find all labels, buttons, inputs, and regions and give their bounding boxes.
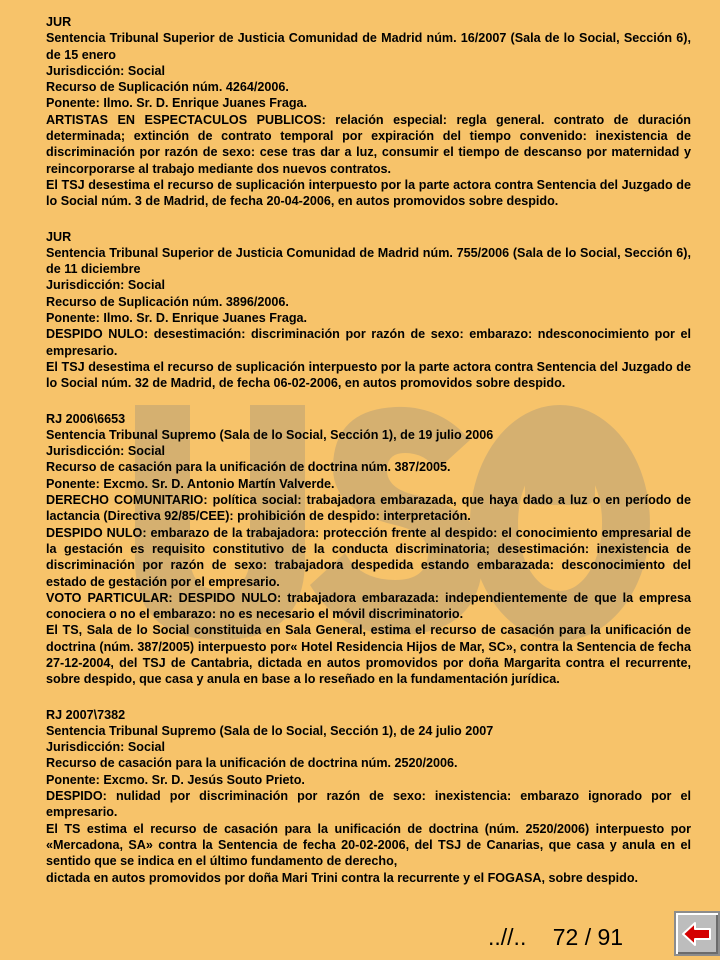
case-court-title: Sentencia Tribunal Supremo (Sala de lo Social, Sección 1), de 24 julio 2007 [46,723,494,738]
case-entry-2 [46,229,691,392]
case-judge: Ponente: Excmo. Sr. D. Jesús Souto Prieto. [46,772,305,787]
case-ruling: El TSJ desestima el recurso de suplicación interpuesto por la parte actora contra Sentencia del Juzgado de lo Social núm. 3 de Madrid, de fecha 20-04-2006, en autos promovidos sobre despido. [46,177,691,209]
case-jurisdiction: Jurisdicción: Social [46,278,165,293]
case-ruling: El TS estima el recurso de casación para la unificación de doctrina (núm. 2520/2006) interpuesto por «Mercadona, SA» contra la Sentencia de fecha 20-02-2006, del TSJ de Canarias, que casa y anula en el sentido que se indica en el último fundamento de derecho, [46,821,691,869]
case-court-title: Sentencia Tribunal Supremo (Sala de lo Social, Sección 1), de 19 julio 2006 [46,427,494,442]
back-arrow-icon [681,920,713,948]
case-entry-4 [46,707,691,886]
total-page-count: 91 [597,924,624,950]
document-body [46,14,691,886]
case-summary: DESPIDO: nulidad por discriminación por razón de sexo: inexistencia: embarazo ignorado por el empresario. [46,789,691,820]
case-ruling-continued: dictada en autos promovidos por doña Mari Trini contra la recurrente y el FOGASA, sobre despido. [46,870,639,885]
case-type: JUR [46,15,72,29]
current-page-number: 72 [552,924,579,950]
case-ruling: El TSJ desestima el recurso de suplicación interpuesto por la parte actora contra Sentencia del Juzgado de lo Social núm. 32 de Madrid, de fecha 06-02-2006, en autos promovidos sobre despido. [46,359,691,391]
case-court-title: Sentencia Tribunal Superior de Justicia Comunidad de Madrid núm. 755/2006 (Sala de lo Social, Sección 6), de 11 diciembre [46,245,691,277]
case-type: RJ 2007\7382 [46,707,126,722]
case-jurisdiction: Jurisdicción: Social [46,740,165,755]
case-summary: DESPIDO NULO: desestimación: discriminación por razón de sexo: embarazo: ndesconocimiento por el empresario. [46,327,691,358]
case-summary: ARTISTAS EN ESPECTACULOS PUBLICOS: relación especial: regla general. contrato de duración determinada; extinción de contrato temporal por expiración del tiempo convenido: inexistencia de discriminación por razón de sexo: cese tras dar a luz, consumir el tiempo de descanso por maternidad y reincorporarse al trabajo mediante dos nuevos contratos. [46,112,691,176]
case-type: RJ 2006\6653 [46,411,126,426]
case-jurisdiction: Jurisdicción: Social [46,444,165,459]
case-ruling: El TS, Sala de lo Social constituida en Sala General, estima el recurso de casación para la unificación de doctrina (núm. 387/2005) interpuesto por« Hotel Residencia Hijos de Mar, SC», contra la Sentencia de fecha 27-12-2004, del TSJ de Cantabria, dictada en autos promovidos por doña Margarita contra el recurrente, sobre despido, que casa y anula en base a lo reseñado en la fundamentación jurídica. [46,623,691,687]
case-judge: Ponente: Ilmo. Sr. D. Enrique Juanes Fraga. [46,311,308,326]
case-jurisdiction: Jurisdicción: Social [46,63,165,78]
case-entry-3 [46,411,691,688]
continuation-marker: ..//.. [488,924,527,950]
case-appeal-number: Recurso de casación para la unificación de doctrina núm. 387/2005. [46,460,451,475]
case-summary: DERECHO COMUNITARIO: política social: trabajadora embarazada, que haya dado a luz o en período de lactancia (Directiva 92/85/CEE): prohibición de despido: interpretación. [46,493,691,524]
case-summary-secondary: DESPIDO NULO: embarazo de la trabajadora: protección frente al despido: el conocimiento empresarial de la gestación es requisito constitutivo de la conducta discriminatoria; desestimación: inexistencia de discriminación por razón de sexo: trabajadora despedida estando embarazada: desconocimiento del estado de gestación por el empresario. [46,525,691,589]
case-appeal-number: Recurso de Suplicación núm. 4264/2006. [46,80,289,95]
case-entry-1 [46,14,691,210]
case-judge: Ponente: Excmo. Sr. D. Antonio Martín Valverde. [46,476,335,491]
page-separator: / [584,924,592,950]
case-judge: Ponente: Ilmo. Sr. D. Enrique Juanes Fraga. [46,96,308,111]
case-court-title: Sentencia Tribunal Superior de Justicia Comunidad de Madrid núm. 16/2007 (Sala de lo Social, Sección 6), de 15 enero [46,31,691,62]
back-button[interactable] [674,911,720,956]
case-type: JUR [46,229,72,244]
page-footer [488,922,623,952]
case-appeal-number: Recurso de Suplicación núm. 3896/2006. [46,294,289,309]
case-appeal-number: Recurso de casación para la unificación de doctrina núm. 2520/2006. [46,756,458,771]
case-dissent: VOTO PARTICULAR: DESPIDO NULO: trabajadora embarazada: independientemente de que la empresa conociera o no el embarazo: no es necesario el móvil discriminatorio. [46,590,691,622]
